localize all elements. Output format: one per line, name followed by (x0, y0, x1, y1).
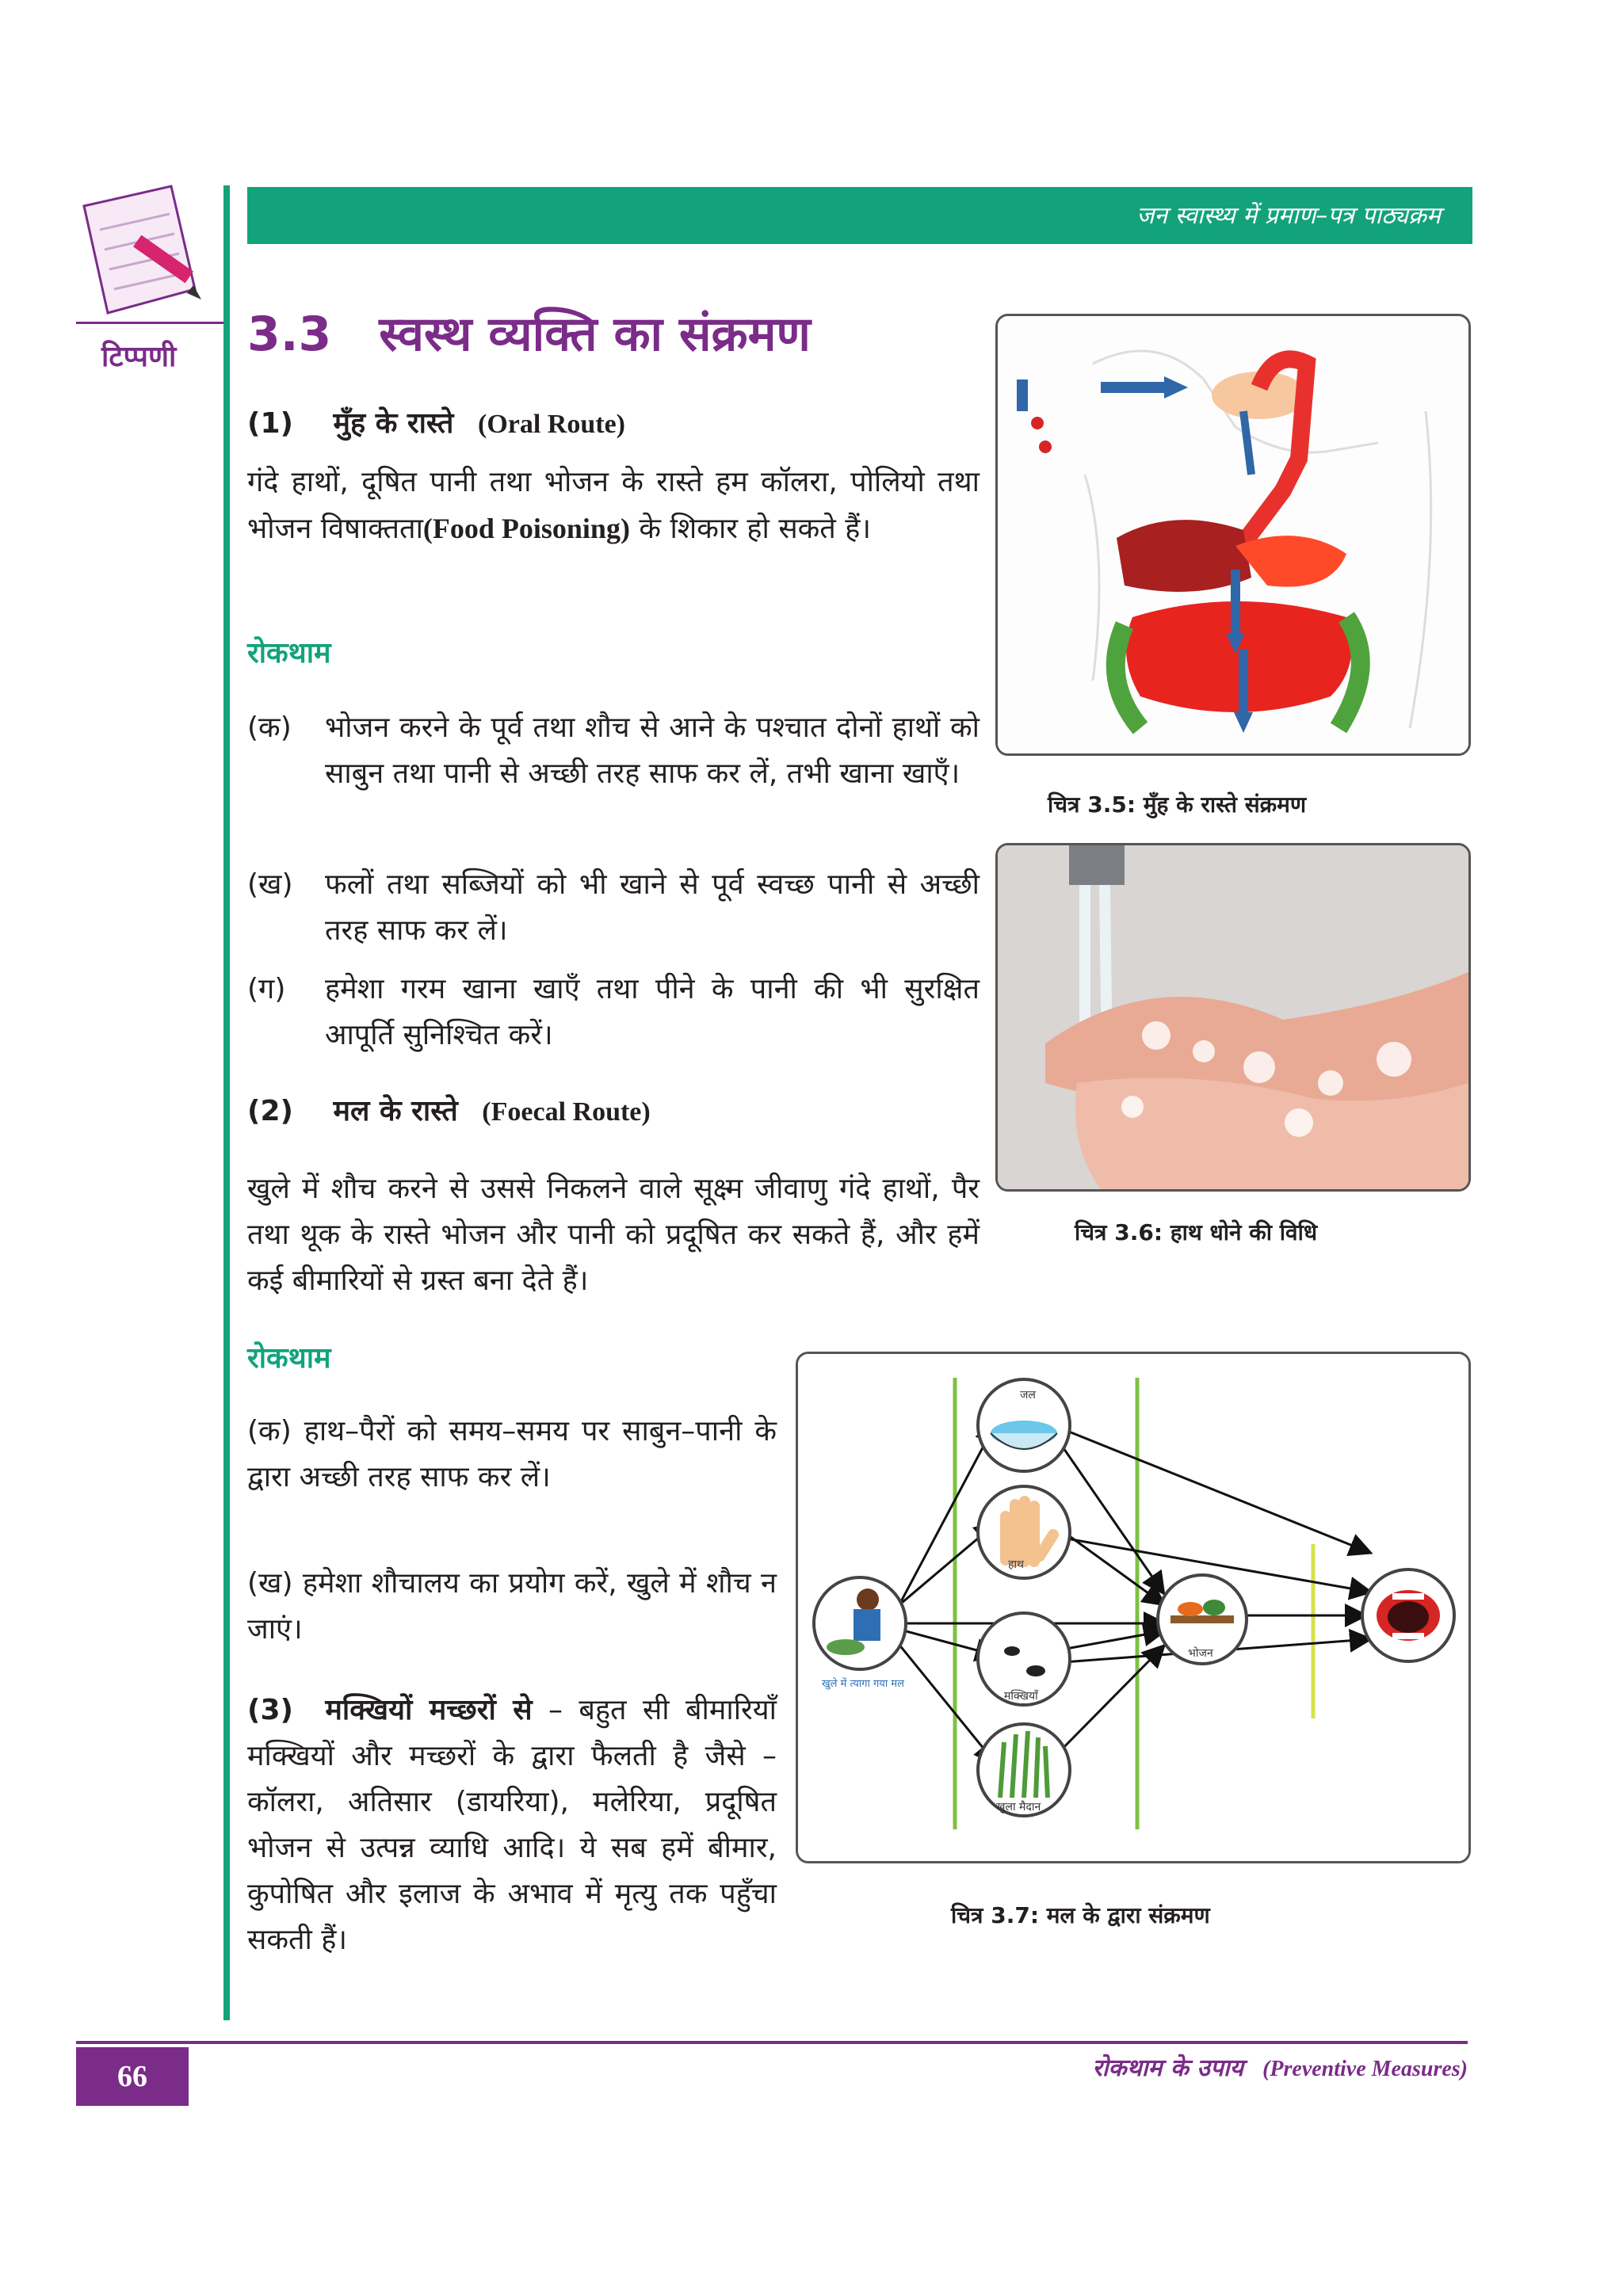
figure-3-6-caption: चित्र 3.6: हाथ धोने की विधि (1075, 1219, 1318, 1245)
food-label: भोजन (1188, 1647, 1213, 1660)
oral-num: (1) (247, 407, 293, 440)
list-item (247, 967, 980, 1058)
oral-paragraph (247, 460, 980, 552)
hand-washing-image (998, 845, 1468, 1189)
faecal-prevention-heading: रोकथाम (247, 1342, 331, 1375)
list-item (247, 1409, 777, 1501)
list-marker: (क) (247, 711, 292, 744)
header-bar (247, 187, 1472, 244)
oral-route-heading (247, 402, 625, 441)
faecal-route-diagram (798, 1354, 1468, 1861)
footer-chapter-hi: रोकथाम के उपाय (1092, 2054, 1244, 2082)
faecal-paragraph: खुले में शौच करने से उससे निकलने वाले सूक्ष्म जीवाणु गंदे हाथों, पैर तथा थूक के रास्ते भोजन और पानी को प्रदूषित कर सकते हैं, और हमें कई बीमारियों से ग्रस्त बना देते हैं। (247, 1173, 980, 1297)
field-label: खुला मैदान (996, 1801, 1041, 1814)
figure-faecal-route (796, 1352, 1471, 1863)
oral-para-bold: (Food Poisoning) (422, 513, 630, 544)
list-marker: (ख) (247, 868, 293, 901)
footer-rule (76, 2041, 1468, 2044)
hands-label: हाथ (1008, 1558, 1025, 1571)
section-number: 3.3 (247, 307, 332, 362)
list-item (247, 1561, 777, 1653)
list-marker: (क) (247, 1415, 292, 1447)
section-title (247, 299, 811, 364)
footer-chapter-en: (Preventive Measures) (1262, 2057, 1468, 2081)
footer-chapter (1093, 2050, 1468, 2083)
flies-label: मक्खियाँ (1004, 1690, 1038, 1703)
figure-oral-route (995, 314, 1471, 756)
list-text: हमेशा शौचालय का प्रयोग करें, खुले में शौच न जाएं। (247, 1567, 777, 1646)
flies-text: – बहुत सी बीमारियाँ मक्खियों और मच्छरों के द्वारा फैलती है जैसे – कॉलरा, अतिसार (डायरिया), मलेरिया, प्रदूषित भोजन से उत्पन्न व्याधि आदि। ये सब हमें बीमार, कुपोषित और इलाज के अभाव में मृत्यु तक पहुँचा सकती हैं। (247, 1694, 777, 1956)
digestive-system-image (998, 316, 1468, 753)
margin-rule (76, 322, 225, 324)
figure-hand-washing (995, 843, 1471, 1192)
figure-3-5-caption: चित्र 3.5: मुँह के रास्ते संक्रमण (1048, 791, 1307, 818)
list-item (247, 862, 980, 954)
faecal-route-heading (247, 1090, 651, 1129)
oral-para-post: के शिकार हो सकते हैं। (629, 513, 872, 545)
list-item (247, 705, 980, 797)
list-marker: (ग) (247, 973, 286, 1005)
list-text: हाथ–पैरों को समय–समय पर साबुन–पानी के द्वारा अच्छी तरह साफ कर लें। (247, 1415, 777, 1493)
list-text: फलों तथा सब्जियों को भी खाने से पूर्व स्वच्छ पानी से अच्छी तरह साफ कर लें। (325, 868, 980, 947)
vertical-rule (223, 185, 230, 2020)
oral-para-pre: गंदे हाथों, दूषित पानी तथा भोजन के रास्ते हम कॉलरा, पोलियो तथा भोजन विषाक्तता (247, 466, 980, 545)
list-marker: (ख) (247, 1567, 293, 1600)
course-title: जन स्वास्थ्य में प्रमाण–पत्र पाठ्यक्रम (1136, 202, 1441, 230)
page-number: 66 (76, 2047, 189, 2106)
faecal-heading: मल के रास्ते (333, 1095, 458, 1127)
margin-note-label: टिप्पणी (101, 341, 177, 373)
flies-num: (3) (247, 1694, 293, 1726)
notepad-icon (76, 182, 203, 317)
flies-paragraph (247, 1688, 777, 1963)
oral-prevention-heading: रोकथाम (247, 637, 331, 669)
open-faeces-label: खुले में त्यागा गया मल (822, 1678, 904, 1690)
oral-heading-en: (Oral Route) (478, 410, 626, 439)
water-label: जल (1020, 1389, 1036, 1402)
figure-3-7-caption: चित्र 3.7: मल के द्वारा संक्रमण (951, 1902, 1210, 1928)
faecal-heading-en: (Foecal Route) (482, 1097, 651, 1127)
list-text: भोजन करने के पूर्व तथा शौच से आने के पश्चात दोनों हाथों को साबुन तथा पानी से अच्छी तरह साफ कर लें, तभी खाना खाएँ। (325, 711, 980, 790)
section-heading: स्वस्थ व्यक्ति का संक्रमण (379, 307, 811, 362)
list-text: हमेशा गरम खाना खाएँ तथा पीने के पानी की भी सुरक्षित आपूर्ति सुनिश्चित करें। (325, 973, 980, 1051)
oral-heading: मुँह के रास्ते (333, 407, 454, 440)
faecal-num: (2) (247, 1095, 293, 1127)
flies-heading: मक्खियों मच्छरों से (325, 1694, 533, 1726)
